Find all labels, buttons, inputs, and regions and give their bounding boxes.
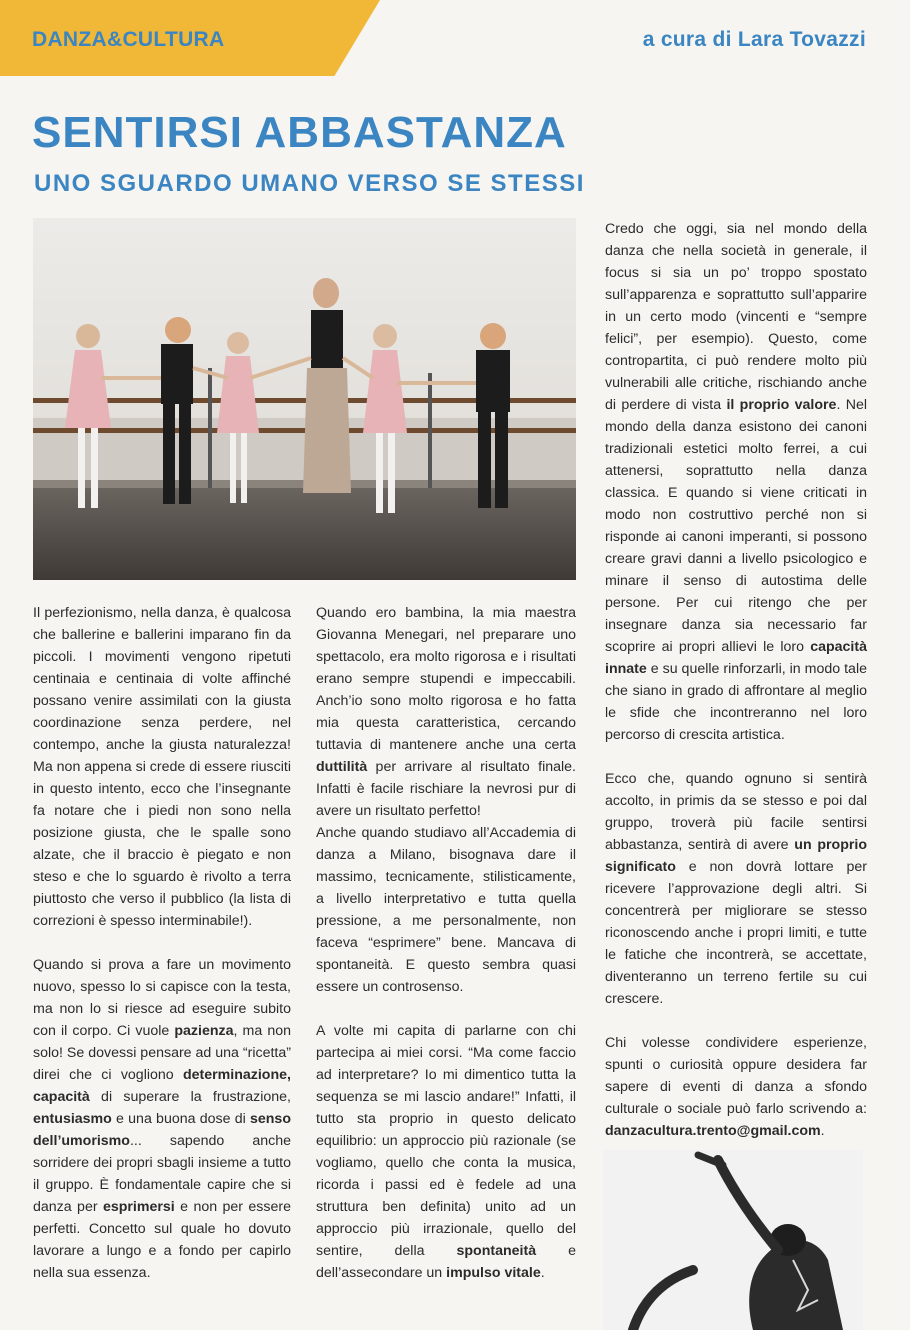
article-subtitle: UNO SGUARDO UMANO VERSO SE STESSI <box>34 170 585 197</box>
col2-paragraph-3: A volte mi capita di parlarne con chi partecipa ai miei corsi. “Ma come faccio ad interpretare? Io mi dimentico tutta la sequenza se mi lascio andare!” Infatti, il tutto sta proprio in questo delicato equilibrio: un approccio più razionale (se vogliamo, quello che conta la musica, ricorda i passi ed è fedele ad una struttura ben definita) unito ad un approccio più irrazionale, quello del sentire, della spontaneità e dell’assecondare un impulso vitale. <box>316 1023 576 1281</box>
col2-paragraph-1: Quando ero bambina, la mia maestra Giovanna Menegari, nel preparare uno spettacolo, era molto rigorosa e i risultati erano sempre stupendi e impeccabili. Anch’io sono molto rigorosa e ho fatta mia questa caratteristica, cercando tuttavia di mantenere anche una certa duttilità per arrivare al risultato finale. Infatti è facile rischiare la nevrosi pur di avere un risultato perfetto! <box>316 605 576 819</box>
col1-paragraph-2: Quando si prova a fare un movimento nuovo, spesso lo si capisce con la testa, ma non lo si riesce ad eseguire subito con il corpo. Ci vuole pazienza, ma non solo! Se dovessi pensare ad una “ricetta” direi che ci vogliono determinazione, capacità di superare la frustrazione, entusiasmo e una buona dose di senso dell’umorismo... sapendo anche sorridere dei propri sbagli insieme a tutto il gruppo. È fondamentale capire che si danza per esprimersi e non per essere perfetti. Concetto sul quale ho dovuto lavorare a lungo e a fondo per capirlo nella sua essenza. <box>33 957 292 1281</box>
col3-paragraph-3: Chi volesse condividere esperienze, spunti o curiosità oppure desidera far sapere di eventi di danza a sfondo culturale o sociale può farlo scrivendo a: danzacultura.trento@gmail.com. <box>605 1035 867 1139</box>
col2-paragraph-2: Anche quando studiavo all’Accademia di danza a Milano, bisognava dare il massimo, tecnicamente, stilisticamente, a livello interpretativo e tutta quella pressione, a me personalmente, non faceva “esprimere” bene. Mancava di spontaneità. E questo sembra quasi essere un controsenso. <box>316 825 576 995</box>
dancer-photo <box>603 1150 863 1330</box>
ballet-class-illustration <box>33 218 576 580</box>
contact-email[interactable]: danzacultura.trento@gmail.com <box>605 1123 821 1139</box>
column-2 <box>316 602 576 1306</box>
dancer-illustration <box>603 1150 863 1330</box>
author-line: a cura di Lara Tovazzi <box>642 28 866 51</box>
column-1 <box>33 602 291 1306</box>
column-3 <box>605 218 867 1208</box>
col3-paragraph-2: Ecco che, quando ognuno si sentirà accolto, in primis da se stesso e poi dal gruppo, troverà più facile sentirsi abbastanza, sentirà di avere un proprio significato e non dovrà lottare per ricevere l’approvazione degli altri. Si concentrerà per migliorare se stesso riconoscendo anche i propri limiti, e tutte le fatiche che incontrerà, se accettate, diventeranno un terreno fertile su cui crescere. <box>605 771 867 1007</box>
ballet-class-photo <box>33 218 576 580</box>
section-label: DANZA&CULTURA <box>32 28 225 51</box>
col3-paragraph-1: Credo che oggi, sia nel mondo della danza che nella società in generale, il focus si sia un po’ troppo spostato sull’apparenza e soprattutto sull’apparire in un certo modo (vincenti e “sempre felici”, per esempio). Questo, come contropartita, ci può rendere molto più vulnerabili alle critiche, rischiando anche di perdere di vista il proprio valore. Nel mondo della danza esistono dei canoni tradizionali estetici molto ferrei, a cui attenersi, soprattutto nella danza classica. E quando si viene criticati in modo non costruttivo perché non si risponde ai canoni imperanti, si possono creare gravi danni a livello psicologico e minare il senso di autostima delle persone. Per cui ritengo che per insegnare danza sia necessario far scoprire ai propri allievi le loro capacità innate e su quelle rinforzarli, in modo tale che siano in grado di affrontare al meglio le sfide che incontreranno nel loro percorso di crescita artistica. <box>605 221 867 743</box>
col1-paragraph-1: Il perfezionismo, nella danza, è qualcosa che ballerine e ballerini imparano fin da piccoli. I movimenti vengono ripetuti centinaia e centinaia di volte affinché possano venire assimilati con la giusta coordinazione senza perdere, nel contempo, anche la giusta naturalezza! Ma non appena si crede di essere riusciti in questo intento, ecco che l’insegnante fa notare che i piedi non sono nella posizione giusta, che le spalle sono alzate, che il braccio è piegato e non steso e che lo sguardo è rivolto a terra piuttosto che verso il pubblico (la lista di correzioni è spesso interminabile!). <box>33 605 291 929</box>
article-title: SENTIRSI ABBASTANZA <box>32 108 567 157</box>
